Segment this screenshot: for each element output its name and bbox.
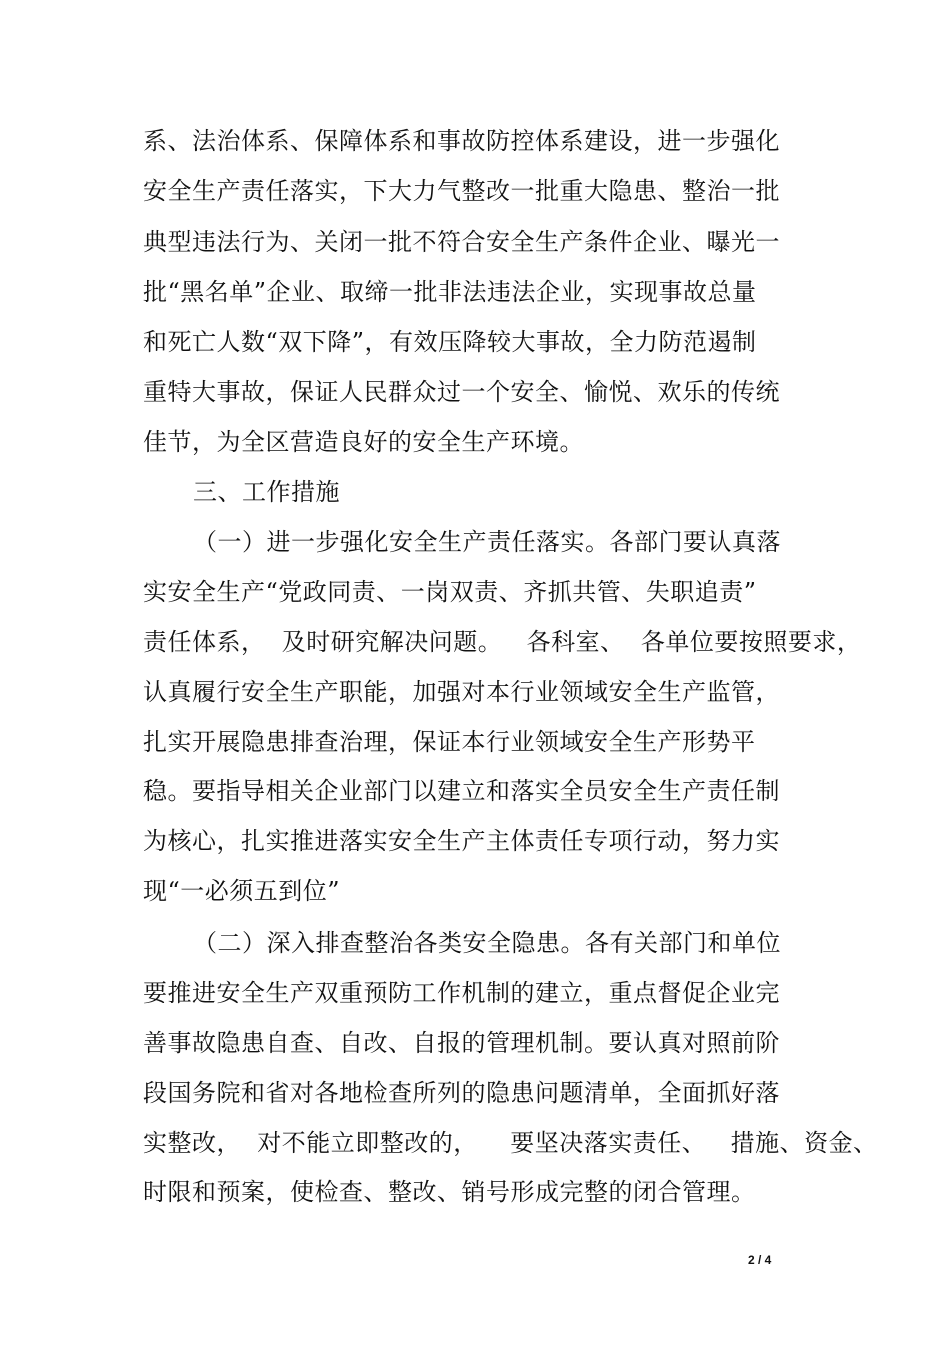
- text-line: 善事故隐患自查、自改、自报的管理机制。要认真对照前阶: [143, 1029, 780, 1057]
- section-heading: 三、工作措施: [193, 478, 340, 506]
- text-line: 实安全生产“党政同责、一岗双责、齐抓共管、失职追责”: [143, 578, 757, 606]
- text-line: 批“黑名单”企业、取缔一批非法违法企业，实现事故总量: [143, 278, 757, 306]
- paragraph-first-line: （一）进一步强化安全生产责任落实。各部门要认真落: [193, 528, 781, 556]
- text-line: 认真履行安全生产职能，加强对本行业领域安全生产监管，: [143, 678, 780, 706]
- page-number: 2 / 4: [748, 1253, 772, 1267]
- text-line: 典型违法行为、关闭一批不符合安全生产条件企业、曝光一: [143, 228, 780, 256]
- text-line: 要推进安全生产双重预防工作机制的建立，重点督促企业完: [143, 979, 780, 1007]
- text-line: 和死亡人数“双下降”，有效压降较大事故，全力防范遏制: [143, 328, 757, 356]
- text-line: 稳。要指导相关企业部门以建立和落实全员安全生产责任制: [143, 777, 780, 805]
- text-line: 为核心，扎实推进落实安全生产主体责任专项行动，努力实: [143, 827, 780, 855]
- paragraph-first-line: （二）深入排查整治各类安全隐患。各有关部门和单位: [193, 929, 781, 957]
- text-line: 责任体系， 及时研究解决问题。 各科室、 各单位要按照要求，: [143, 628, 862, 656]
- text-line: 现“一必须五到位”: [143, 877, 341, 905]
- text-line: 安全生产责任落实，下大力气整改一批重大隐患、整治一批: [143, 177, 780, 205]
- text-line: 重特大事故，保证人民群众过一个安全、愉悦、欢乐的传统: [143, 378, 780, 406]
- text-line: 时限和预案，使检查、整改、销号形成完整的闭合管理。: [143, 1178, 756, 1206]
- text-line: 实整改， 对不能立即整改的， 要坚决落实责任、 措施、资金、: [143, 1129, 878, 1157]
- text-line: 扎实开展隐患排查治理，保证本行业领域安全生产形势平: [143, 728, 756, 756]
- text-line: 系、法治体系、保障体系和事故防控体系建设，进一步强化: [143, 127, 780, 155]
- text-line: 段国务院和省对各地检查所列的隐患问题清单，全面抓好落: [143, 1079, 780, 1107]
- text-line: 佳节，为全区营造良好的安全生产环境。: [143, 428, 584, 456]
